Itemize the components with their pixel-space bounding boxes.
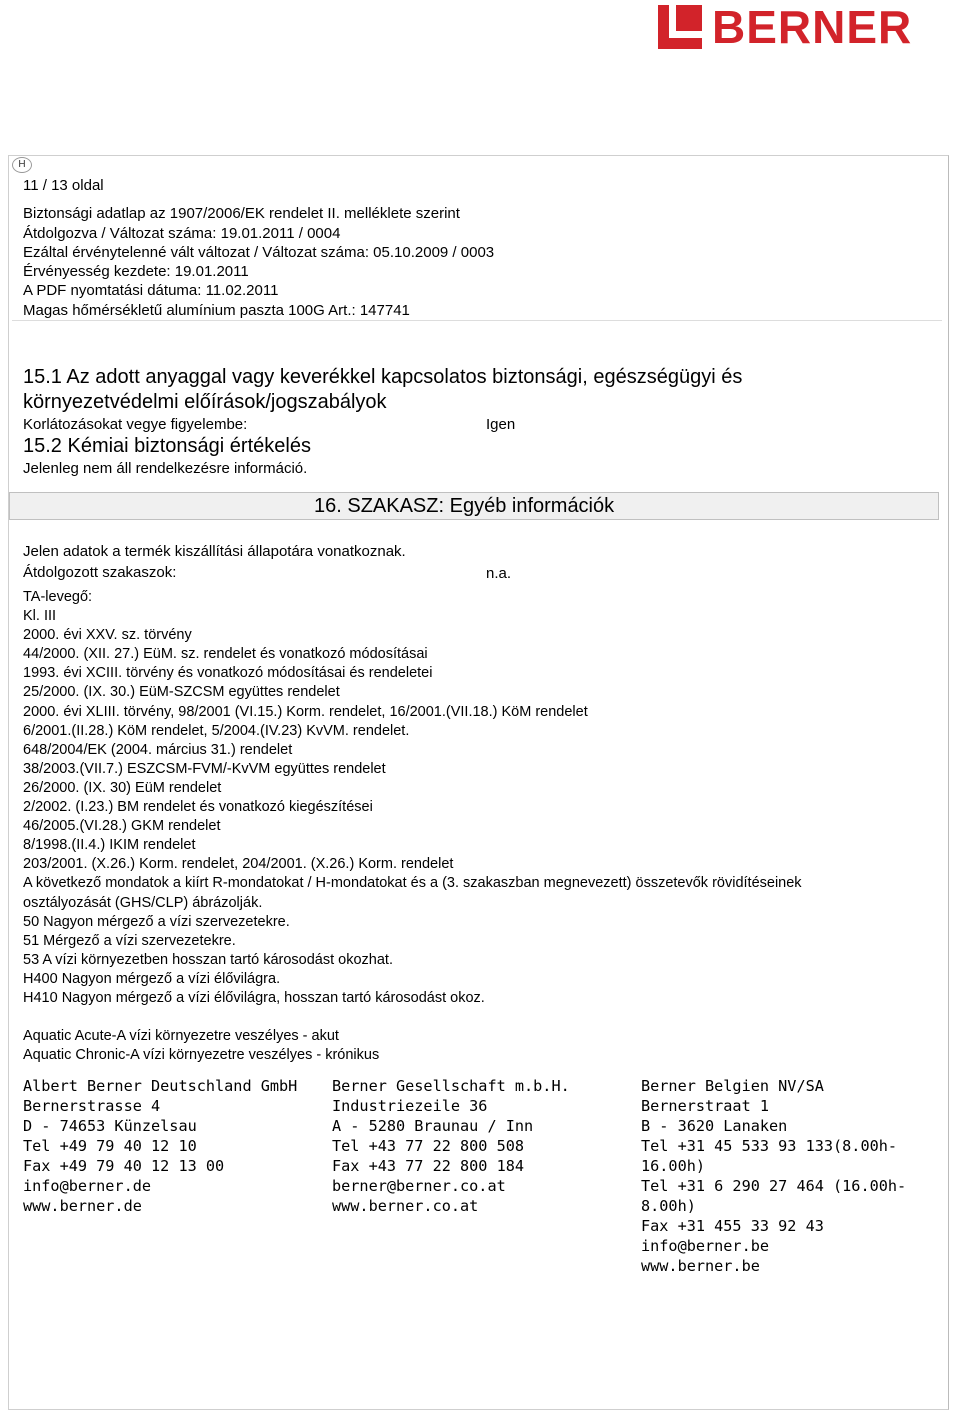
header-line: Ezáltal érvénytelenné vált változat / Változat száma: 05.10.2009 / 0003	[23, 243, 495, 261]
section-16-header	[9, 492, 939, 520]
list-item: A következő mondatok a kiírt R-mondatokat / H-mondatokat és a (3. szakaszban megnevezett) összetevők rövidítéseinek	[23, 875, 802, 892]
list-item: 203/2001. (X.26.) Korm. rendelet, 204/2001. (X.26.) Korm. rendelet	[23, 856, 454, 873]
list-item: 25/2000. (IX. 30.) EüM-SZCSM együttes rendelet	[23, 684, 340, 701]
document-header	[23, 176, 494, 320]
revised-sections-label: Átdolgozott szakaszok:	[23, 564, 177, 581]
section-15-1-heading-cont: környezetvédelmi előírások/jogszabályok	[23, 391, 387, 413]
list-item: Kl. III	[23, 608, 57, 625]
list-item: 2/2002. (I.23.) BM rendelet és vonatkozó kiegészítései	[23, 799, 373, 816]
address-line: Industriezeile 36	[332, 1097, 488, 1115]
address-line: Berner Gesellschaft m.b.H.	[332, 1077, 570, 1095]
address-line: Berner Belgien NV/SA	[641, 1077, 824, 1095]
revised-sections-value: n.a.	[486, 565, 512, 582]
header-line: Érvényesség kezdete: 19.01.2011	[23, 263, 249, 281]
address-line: A - 5280 Braunau / Inn	[332, 1117, 534, 1135]
berner-logo-mark	[658, 5, 702, 49]
list-item: Aquatic Acute-A vízi környezetre veszélyes - akut	[23, 1028, 339, 1045]
section-15-2-text: Jelenleg nem áll rendelkezésre információ.	[23, 460, 308, 477]
list-item: 26/2000. (IX. 30) EüM rendelet	[23, 779, 222, 796]
website-link[interactable]: www.berner.be	[641, 1257, 760, 1275]
list-item: H400 Nagyon mérgező a vízi élővilágra.	[23, 970, 281, 987]
address-germany	[23, 1076, 297, 1216]
list-item: 6/2001.(II.28.) KöM rendelet, 5/2004.(IV.23) KvVM. rendelet.	[23, 722, 410, 739]
website-link[interactable]: www.berner.de	[23, 1197, 142, 1215]
list-item: 53 A vízi környezetben hosszan tartó károsodást okozhat.	[23, 951, 393, 968]
list-item: 50 Nagyon mérgező a vízi szervezetekre.	[23, 913, 290, 930]
address-line: B - 3620 Lanaken	[641, 1117, 788, 1135]
address-line: Bernerstraat 1	[641, 1097, 770, 1115]
address-austria	[332, 1076, 570, 1216]
website-link[interactable]: www.berner.co.at	[332, 1197, 479, 1215]
list-item: 8/1998.(II.4.) IKIM rendelet	[23, 837, 196, 854]
address-line: Fax +49 79 40 12 13 00	[23, 1157, 225, 1175]
section-15-2-heading: 15.2 Kémiai biztonsági értékelés	[23, 435, 311, 457]
page-number: 11 / 13 oldal	[23, 177, 104, 194]
address-line: Tel +43 77 22 800 508	[332, 1137, 525, 1155]
restriction-label: Korlátozásokat vegye figyelembe:	[23, 416, 248, 433]
list-item: TA-levegő:	[23, 589, 93, 605]
list-item: 38/2003.(VII.7.) ESZCSM-FVM/-KvVM együttes rendelet	[23, 760, 386, 777]
address-line: Fax +43 77 22 800 184	[332, 1157, 525, 1175]
address-line: Tel +31 45 533 93 133(8.00h-	[641, 1137, 898, 1155]
header-line: Magas hőmérsékletű alumínium paszta 100G Art.: 147741	[23, 301, 410, 319]
list-item: osztályozását (GHS/CLP) ábrázolják.	[23, 894, 263, 911]
email-link[interactable]: info@berner.be	[641, 1237, 770, 1255]
address-line: Bernerstrasse 4	[23, 1097, 161, 1115]
header-line: Biztonsági adatlap az 1907/2006/EK rendelet II. melléklete szerint	[23, 205, 460, 223]
section-16-intro: Jelen adatok a termék kiszállítási állapotára vonatkoznak.	[23, 543, 406, 560]
section-15-1-heading: 15.1 Az adott anyaggal vagy keverékkel kapcsolatos biztonsági, egészségügyi és	[23, 366, 743, 388]
list-item: 46/2005.(VI.28.) GKM rendelet	[23, 818, 221, 835]
list-item: 1993. évi XCIII. törvény és vonatkozó módosításai és rendeletei	[23, 665, 433, 682]
header-line: Átdolgozva / Változat száma: 19.01.2011 / 0004	[23, 224, 341, 242]
berner-logo	[658, 1, 913, 53]
address-line: 16.00h)	[641, 1157, 706, 1175]
list-item: 2000. évi XLIII. törvény, 98/2001 (VI.15.) Korm. rendelet, 16/2001.(VII.18.) KöM rendelet	[23, 703, 588, 720]
address-line: Tel +49 79 40 12 10	[23, 1137, 197, 1155]
list-item: 44/2000. (XII. 27.) EüM. sz. rendelet és vonatkozó módosításai	[23, 646, 428, 663]
language-marker: H	[12, 157, 32, 173]
list-item: 648/2004/EK (2004. március 31.) rendelet	[23, 741, 293, 758]
header-divider	[12, 320, 942, 321]
header-line: A PDF nyomtatási dátuma: 11.02.2011	[23, 282, 279, 300]
address-line: D - 74653 Künzelsau	[23, 1117, 197, 1135]
list-item: 2000. évi XXV. sz. törvény	[23, 627, 192, 644]
restriction-value: Igen	[486, 416, 516, 433]
address-line: 8.00h)	[641, 1197, 696, 1215]
address-line: Fax +31 455 33 92 43	[641, 1217, 824, 1235]
address-belgium	[641, 1076, 906, 1276]
regulation-list	[23, 588, 802, 1065]
address-line: Albert Berner Deutschland GmbH	[23, 1077, 298, 1095]
email-link[interactable]: berner@berner.co.at	[332, 1177, 506, 1195]
email-link[interactable]: info@berner.de	[23, 1177, 152, 1195]
address-line: Tel +31 6 290 27 464 (16.00h-	[641, 1177, 907, 1195]
list-item: H410 Nagyon mérgező a vízi élővilágra, hosszan tartó károsodást okoz.	[23, 989, 485, 1006]
berner-logo-text: BERNER	[712, 1, 913, 53]
list-item: Aquatic Chronic-A vízi környezetre veszélyes - krónikus	[23, 1047, 380, 1064]
section-16-title: 16. SZAKASZ: Egyéb információk	[314, 495, 615, 517]
list-item: 51 Mérgező a vízi szervezetekre.	[23, 932, 236, 949]
